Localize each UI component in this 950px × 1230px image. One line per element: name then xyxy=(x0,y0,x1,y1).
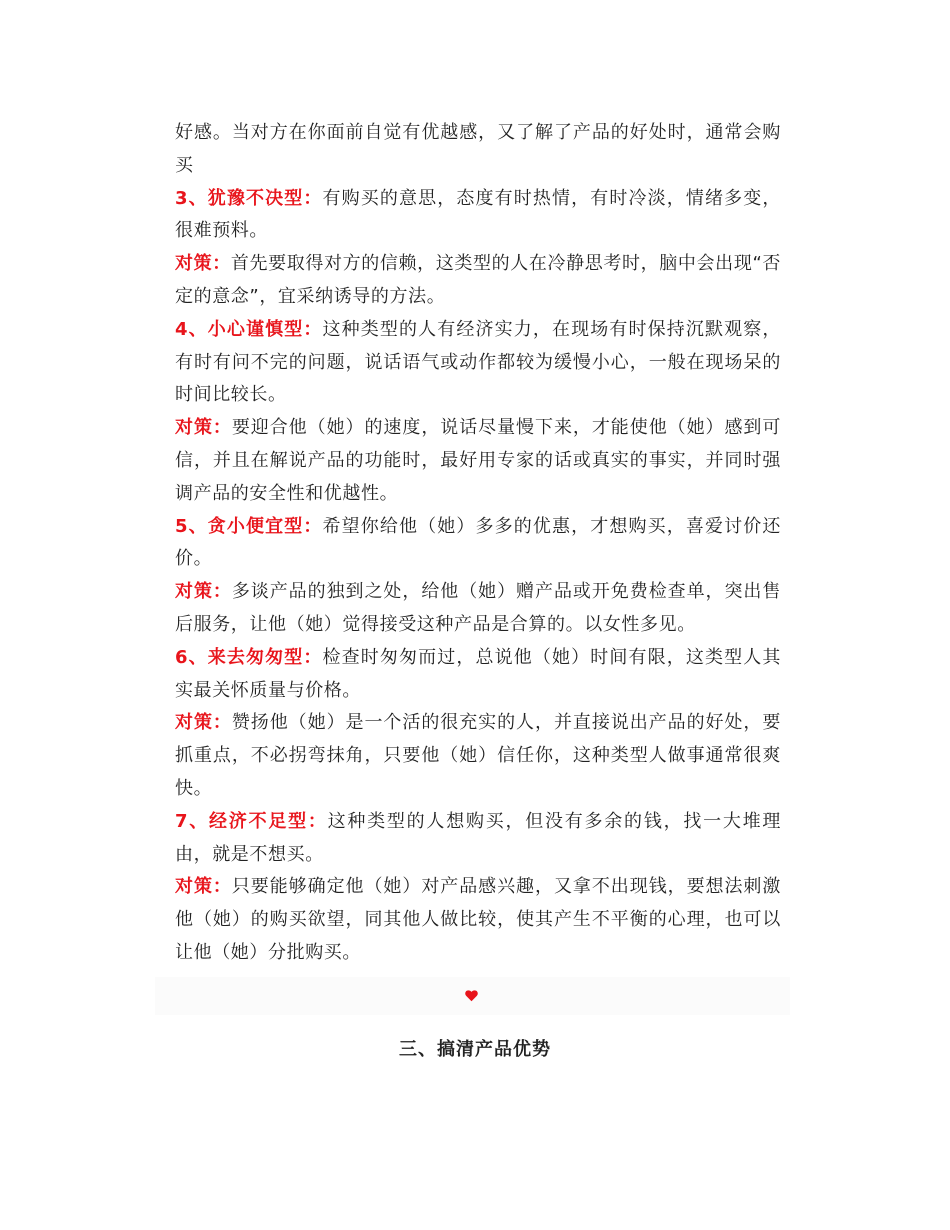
paragraph-text: 检查时匆匆而过，总说他（她）时间有限，这类型人其实最关怀质量与价格。 xyxy=(175,646,781,701)
paragraph-text: 只要能够确定他（她）对产品感兴趣，又拿不出现钱，要想法刺激他（她）的购买欲望，同其他人做比较，使其产生不平衡的心理，也可以让他（她）分批购买。 xyxy=(175,876,781,963)
article-body xyxy=(175,117,781,970)
heart-icon xyxy=(465,989,478,1002)
strategy-label: 对策： xyxy=(175,876,232,898)
paragraph xyxy=(175,576,781,642)
type-label: 6、来去匆匆型： xyxy=(175,646,323,668)
paragraph xyxy=(175,183,781,249)
type-label: 5、贪小便宜型： xyxy=(175,515,323,537)
type-label: 4、小心谨慎型： xyxy=(175,318,323,340)
type-label: 3、犹豫不决型： xyxy=(175,187,323,209)
paragraph-text: 首先要取得对方的信赖，这类型的人在冷静思考时，脑中会出现“否定的意念”，宜采纳诱导的方法。 xyxy=(175,253,781,307)
strategy-label: 对策： xyxy=(175,417,232,439)
paragraph xyxy=(175,806,781,872)
paragraph-text: 希望你给他（她）多多的优惠，才想购买，喜爱讨价还价。 xyxy=(175,515,781,570)
strategy-label: 对策： xyxy=(175,253,231,275)
section-heading: 三、搞清产品优势 xyxy=(399,1039,551,1060)
paragraph xyxy=(175,248,781,314)
paragraph-text: 这种类型的人想购买，但没有多余的钱，找一大堆理由，就是不想买。 xyxy=(175,810,781,865)
paragraph xyxy=(175,642,781,708)
paragraph-text: 这种类型的人有经济实力，在现场有时保持沉默观察，有时有问不完的问题，说话语气或动作都较为缓慢小心，一般在现场呆的时间比较长。 xyxy=(175,318,781,406)
paragraph-text: 多谈产品的独到之处，给他（她）赠产品或开免费检查单，突出售后服务，让他（她）觉得接受这种产品是合算的。以女性多见。 xyxy=(175,581,781,635)
paragraph-text: 要迎合他（她）的速度，说话尽量慢下来，才能使他（她）感到可信，并且在解说产品的功能时，最好用专家的话或真实的事实，并同时强调产品的安全性和优越性。 xyxy=(175,417,781,504)
type-label: 7、经济不足型： xyxy=(175,810,328,832)
paragraph xyxy=(175,871,781,969)
paragraph xyxy=(175,412,781,510)
paragraph xyxy=(175,314,781,412)
paragraph xyxy=(175,117,781,183)
paragraph xyxy=(175,707,781,805)
paragraph xyxy=(175,511,781,577)
strategy-label: 对策： xyxy=(175,712,232,734)
strategy-label: 对策： xyxy=(175,581,232,603)
paragraph-text: 赞扬他（她）是一个活的很充实的人，并直接说出产品的好处，要抓重点，不必拐弯抹角，只要他（她）信任你，这种类型人做事通常很爽快。 xyxy=(175,712,781,799)
paragraph-text: 好感。当对方在你面前自觉有优越感，又了解了产品的好处时，通常会购买 xyxy=(175,122,781,176)
paragraph-text: 有购买的意思，态度有时热情，有时冷淡，情绪多变，很难预料。 xyxy=(175,187,781,242)
